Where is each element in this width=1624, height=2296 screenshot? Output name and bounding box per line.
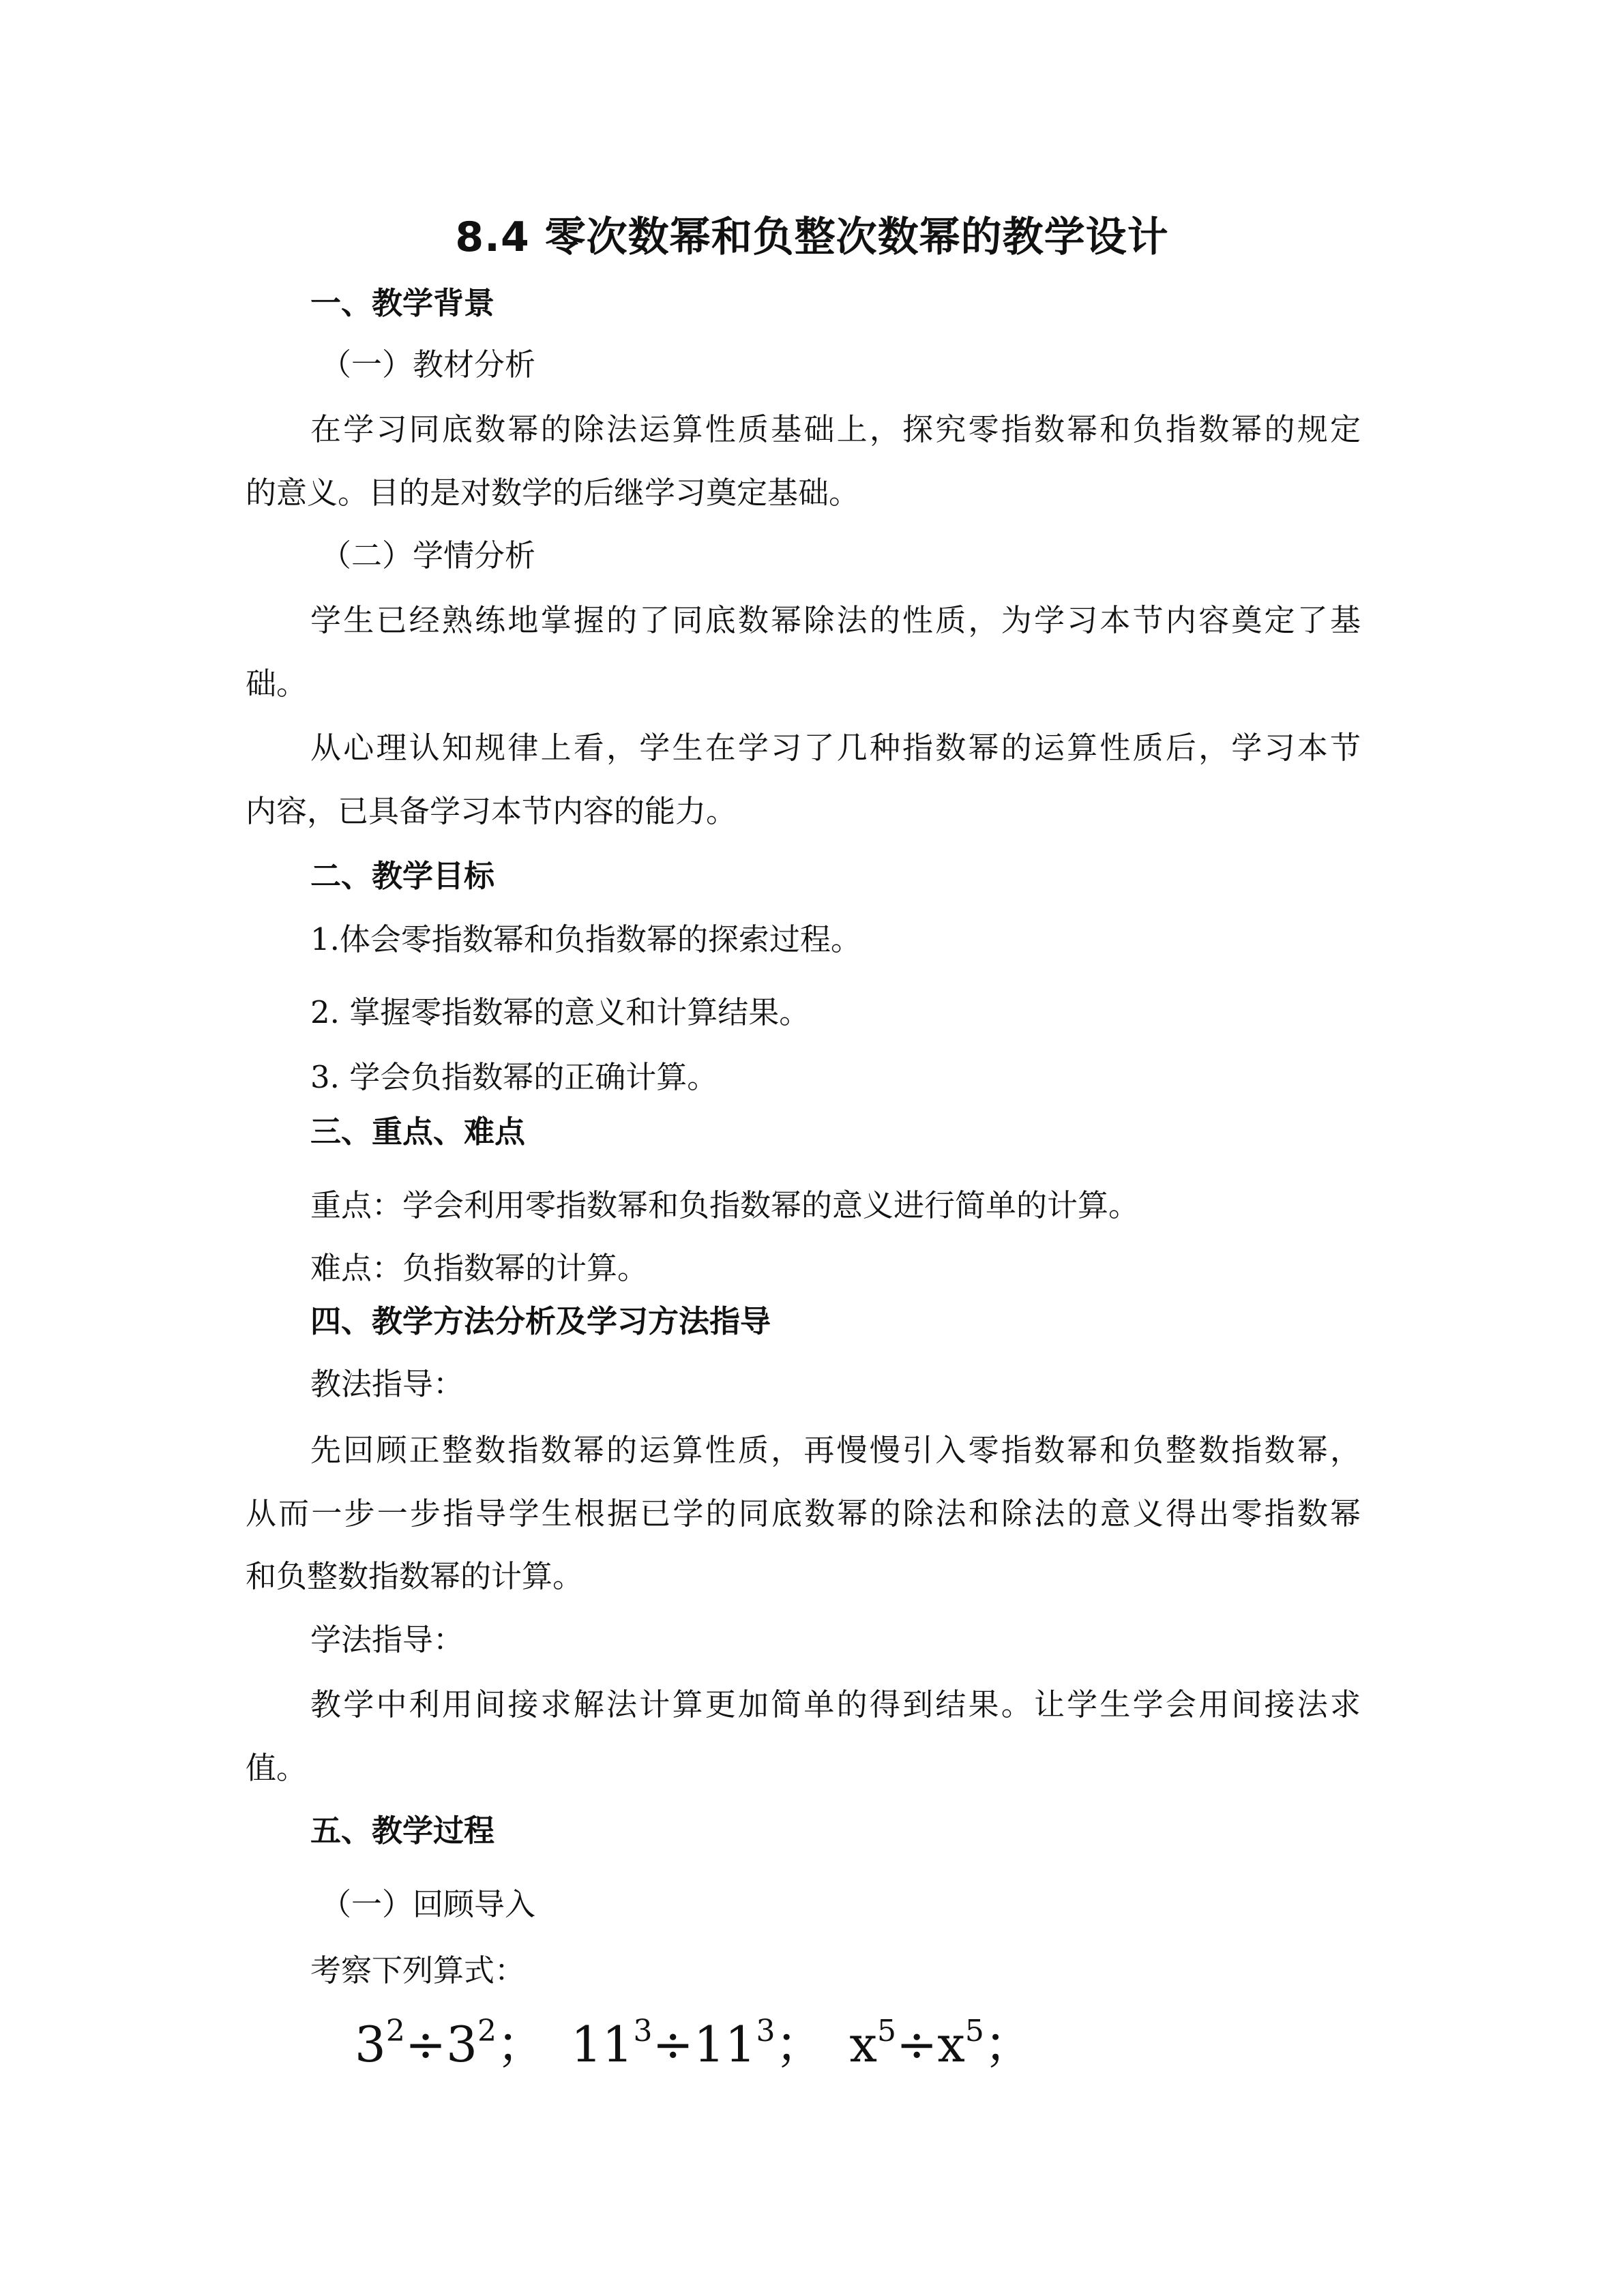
difficult-point: 难点：负指数幂的计算。 — [310, 1250, 649, 1286]
heading-key-points: 三、重点、难点 — [310, 1114, 526, 1150]
paragraph-line: 值。 — [246, 1750, 308, 1786]
paragraph-line: 从而一步一步指导学生根据已学的同底数幂的除法和除法的意义得出零指数幂 — [246, 1495, 1361, 1532]
math-exponent: 5 — [964, 2014, 984, 2048]
separator: ； — [775, 2016, 825, 2073]
subheading-student-analysis: （二）学情分析 — [321, 537, 536, 573]
math-base: 11 — [570, 2016, 634, 2073]
objective-item: 3. 学会负指数幂的正确计算。 — [310, 1059, 718, 1095]
math-base: x — [849, 2016, 877, 2073]
paragraph-line: 在学习同底数幂的除法运算性质基础上，探究零指数幂和负指数幂的规定 — [310, 411, 1361, 447]
math-base: 11 — [693, 2016, 756, 2073]
heading-methods: 四、教学方法分析及学习方法指导 — [310, 1303, 771, 1339]
separator: ； — [984, 2016, 1033, 2073]
paragraph-line: 教学中利用间接求解法计算更加简单的得到结果。让学生学会用间接法求 — [310, 1686, 1361, 1723]
paragraph-line: 先回顾正整数指数幂的运算性质，再慢慢引入零指数幂和负整数指数幂， — [310, 1432, 1361, 1468]
math-base: x — [937, 2016, 965, 2073]
paragraph-line: 考察下列算式： — [310, 1952, 526, 1988]
objective-item: 1.体会零指数幂和负指数幂的探索过程。 — [310, 921, 861, 957]
math-base: 3 — [355, 2016, 386, 2073]
heading-objectives: 二、教学目标 — [310, 858, 495, 894]
subheading-review: （一）回顾导入 — [321, 1886, 536, 1922]
subheading-learning-guidance: 学法指导： — [310, 1622, 464, 1658]
heading-background: 一、教学背景 — [310, 285, 495, 321]
math-base: 3 — [446, 2016, 477, 2073]
separator: ； — [496, 2016, 546, 2073]
math-exponent: 2 — [477, 2014, 497, 2048]
heading-process: 五、教学过程 — [310, 1813, 495, 1849]
math-exponent: 2 — [385, 2014, 405, 2048]
objective-item: 2. 掌握零指数幂的意义和计算结果。 — [310, 994, 810, 1030]
subheading-material-analysis: （一）教材分析 — [321, 346, 536, 383]
divide-sign: ÷ — [404, 2016, 447, 2073]
document-title: 8.4 零次数幂和负整次数幂的教学设计 — [455, 213, 1169, 261]
divide-sign: ÷ — [896, 2016, 938, 2073]
divide-sign: ÷ — [652, 2016, 694, 2073]
paragraph-line: 础。 — [246, 666, 308, 702]
math-expressions — [355, 2010, 1033, 2078]
math-exponent: 3 — [633, 2014, 653, 2048]
paragraph-line: 学生已经熟练地掌握的了同底数幂除法的性质，为学习本节内容奠定了基 — [310, 602, 1361, 638]
math-exponent: 5 — [876, 2014, 896, 2048]
paragraph-line: 从心理认知规律上看，学生在学习了几种指数幂的运算性质后，学习本节 — [310, 730, 1361, 766]
math-exponent: 3 — [756, 2014, 776, 2048]
key-point: 重点：学会利用零指数幂和负指数幂的意义进行简单的计算。 — [310, 1187, 1140, 1223]
paragraph-line: 的意义。目的是对数学的后继学习奠定基础。 — [246, 475, 860, 511]
subheading-teaching-guidance: 教法指导： — [310, 1366, 464, 1402]
paragraph-line: 和负整数指数幂的计算。 — [246, 1558, 584, 1594]
paragraph-line: 内容，已具备学习本节内容的能力。 — [246, 793, 737, 829]
